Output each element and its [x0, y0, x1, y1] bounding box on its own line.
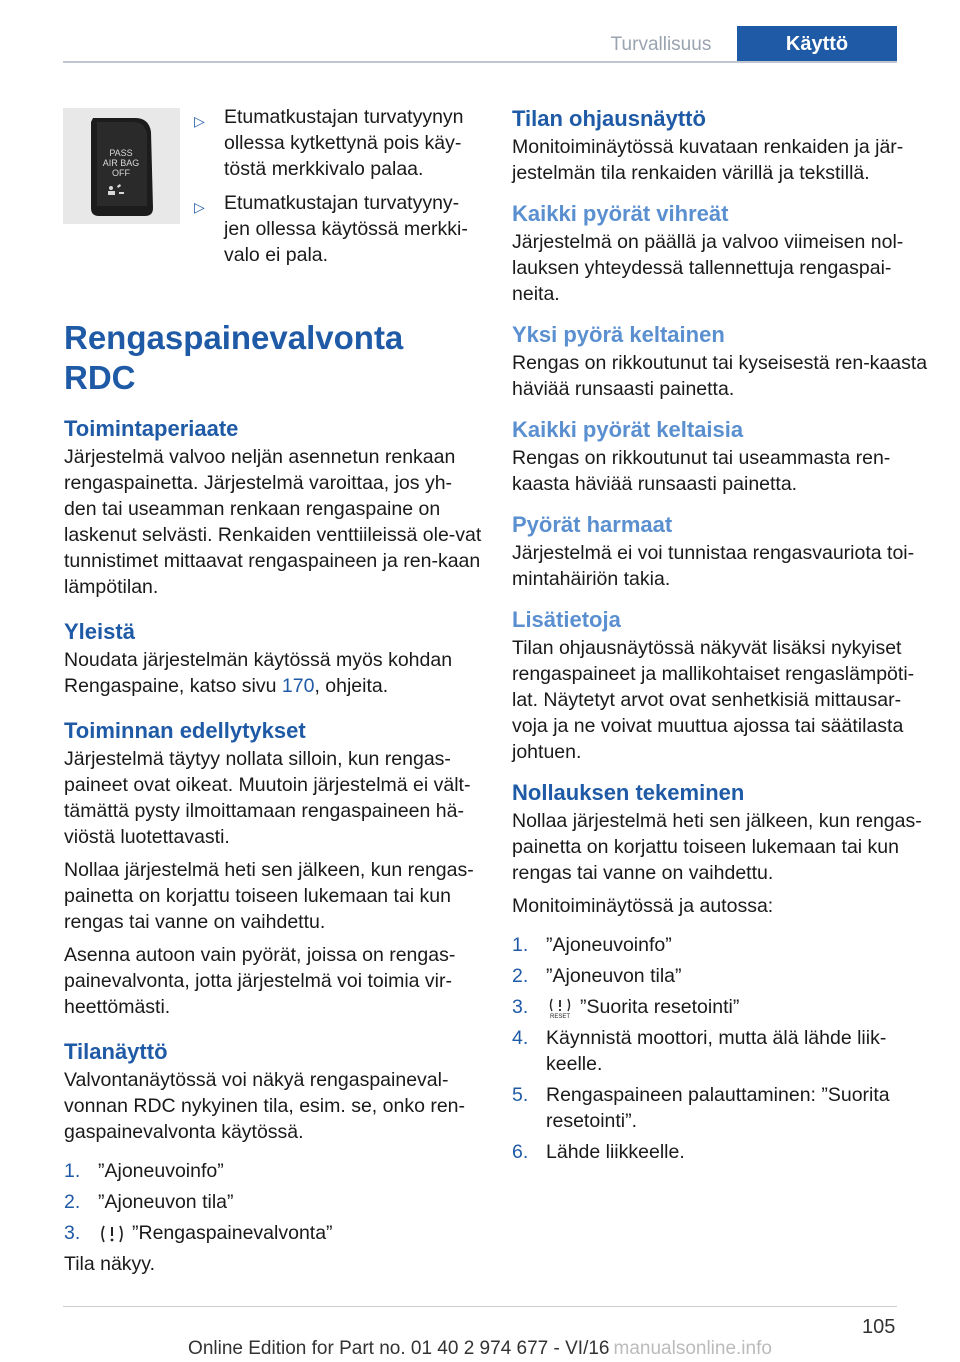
list-item: 1. ”Ajoneuvoinfo” [512, 934, 672, 956]
triangle-bullet-icon: ▷ [194, 199, 205, 215]
heading-vihreat: Kaikki pyörät vihreät [512, 201, 729, 226]
triangle-bullet-icon: ▷ [194, 113, 205, 129]
header-chapter: Käyttö [737, 26, 897, 62]
paragraph: Asenna autoon vain pyörät, joissa on rengas-painevalvonta, jotta järjestelmä voi toimia vir-heettömästi. [64, 944, 456, 1018]
bullet-item [194, 190, 484, 268]
paragraph: Monitoiminäytössä kuvataan renkaiden ja jär-jestelmän tila renkaiden värillä ja tekstillä. [512, 136, 904, 184]
tire-reset-icon [546, 997, 574, 1019]
page-link[interactable]: 170 [281, 675, 315, 697]
paragraph: Noudata järjestelmän käytössä myös kohdan Rengaspaine, katso sivu 170, ohjeita. [64, 649, 453, 697]
footer-edition: Online Edition for Part no. 01 40 2 974 677 - VI/16 manualsonline.info [188, 1338, 772, 1359]
paragraph: Nollaa järjestelmä heti sen jälkeen, kun rengas-painetta on korjattu toiseen lukemaan tai kun rengas tai vanne on vaihdettu. [512, 810, 922, 884]
paragraph: Järjestelmä täytyy nollata silloin, kun rengas-paineet ovat oikeat. Muutoin järjestelmä ei vält-tämättä pysty ilmoittamaan rengaspaineen hä-viöstä luotettavasti. [64, 748, 471, 848]
heading-kaikki-keltaisia: Kaikki pyörät keltaisia [512, 417, 744, 442]
list-item: 3. RESET ”Suorita resetointi” [512, 996, 740, 1019]
heading-tilanaytto: Tilanäyttö [64, 1039, 168, 1064]
airbag-label-airbag: AIR BAG [102, 158, 140, 168]
airbag-label-pass: PASS [109, 148, 133, 158]
footer-watermark: manualsonline.info [613, 1338, 772, 1359]
main-title: Rengaspainevalvonta RDC [64, 319, 404, 396]
header-divider [63, 61, 897, 63]
bullet-item [194, 104, 484, 182]
paragraph: Tila näkyy. [64, 1253, 156, 1275]
list-item: 1. ”Ajoneuvoinfo” [64, 1160, 224, 1182]
list-item: 2. ”Ajoneuvon tila” [64, 1191, 234, 1213]
paragraph: Tilan ohjausnäytössä näkyvät lisäksi nykyiset rengaspaineet ja mallikohtaiset rengaslämpöti-lat. Näytetyt arvot ovat senhetkisiä mittausar-voja ja ne voivat muuttua ajossa tai säätilasta johtuen. [512, 637, 915, 763]
svg-text:RESET: RESET [549, 1013, 571, 1019]
heading-toimintaperiaate: Toimintaperiaate [64, 416, 239, 441]
paragraph: Rengas on rikkoutunut tai useammasta ren-kaasta häviää runsaasti painetta. [512, 447, 891, 495]
list-item: 4. Käynnistä moottori, mutta älä lähde liik-keelle. [512, 1027, 887, 1075]
heading-yleista: Yleistä [64, 619, 135, 644]
heading-tilan-ohjausnaytto: Tilan ohjausnäyttö [512, 106, 706, 131]
bullet-text: Etumatkustajan turvatyyny-jen ollessa käytössä merkki-valo ei pala. [224, 192, 468, 266]
header-section: Turvallisuus [610, 34, 712, 55]
airbag-label-off: OFF [112, 168, 130, 178]
list-item: 5. Rengaspaineen palauttaminen: ”Suorita resetointi”. [512, 1084, 890, 1132]
paragraph: Järjestelmä ei voi tunnistaa rengasvauriota toi-mintahäiriön takia. [512, 542, 915, 590]
airbag-indicator-image [63, 108, 180, 224]
paragraph: Järjestelmä on päällä ja valvoo viimeisen nol-lauksen yhteydessä tallennettuja rengaspai-neita. [512, 231, 904, 305]
heading-toiminnan-edellytykset: Toiminnan edellytykset [64, 718, 306, 743]
paragraph: Valvontanäytössä voi näkyä rengaspaineval-vonnan RDC nykyinen tila, esim. se, onko ren-gaspainevalvonta käytössä. [64, 1069, 466, 1143]
heading-lisatietoja: Lisätietoja [512, 607, 621, 632]
tire-warning-icon [98, 1223, 126, 1245]
list-item: 2. ”Ajoneuvon tila” [512, 965, 682, 987]
footer-divider [63, 1306, 897, 1307]
heading-yksi-keltainen: Yksi pyörä keltainen [512, 322, 725, 347]
heading-nollauksen-tekeminen: Nollauksen tekeminen [512, 780, 745, 805]
list-item: 3. ”Rengaspainevalvonta” [64, 1222, 333, 1244]
page-number: 105 [862, 1316, 896, 1338]
list-item: 6. Lähde liikkeelle. [512, 1141, 685, 1163]
paragraph: Rengas on rikkoutunut tai kyseisestä ren-kaasta häviää runsaasti painetta. [512, 352, 928, 400]
paragraph: Monitoiminäytössä ja autossa: [512, 895, 774, 917]
heading-harmaat: Pyörät harmaat [512, 512, 673, 537]
bullet-text: Etumatkustajan turvatyynyn ollessa kytkettynä pois käy-töstä merkkivalo palaa. [224, 106, 464, 180]
paragraph: Nollaa järjestelmä heti sen jälkeen, kun rengas-painetta on korjattu toiseen lukemaan tai kun rengas tai vanne on vaihdettu. [64, 859, 474, 933]
paragraph: Järjestelmä valvoo neljän asennetun renkaan rengaspainetta. Järjestelmä varoittaa, jos yh-den tai useamman renkaan rengaspaine on laskenut selvästi. Renkaiden venttiileissä ole-vat tunnistimet mittaavat rengaspaineen ja ren-kaan lämpötilan. [64, 446, 482, 598]
